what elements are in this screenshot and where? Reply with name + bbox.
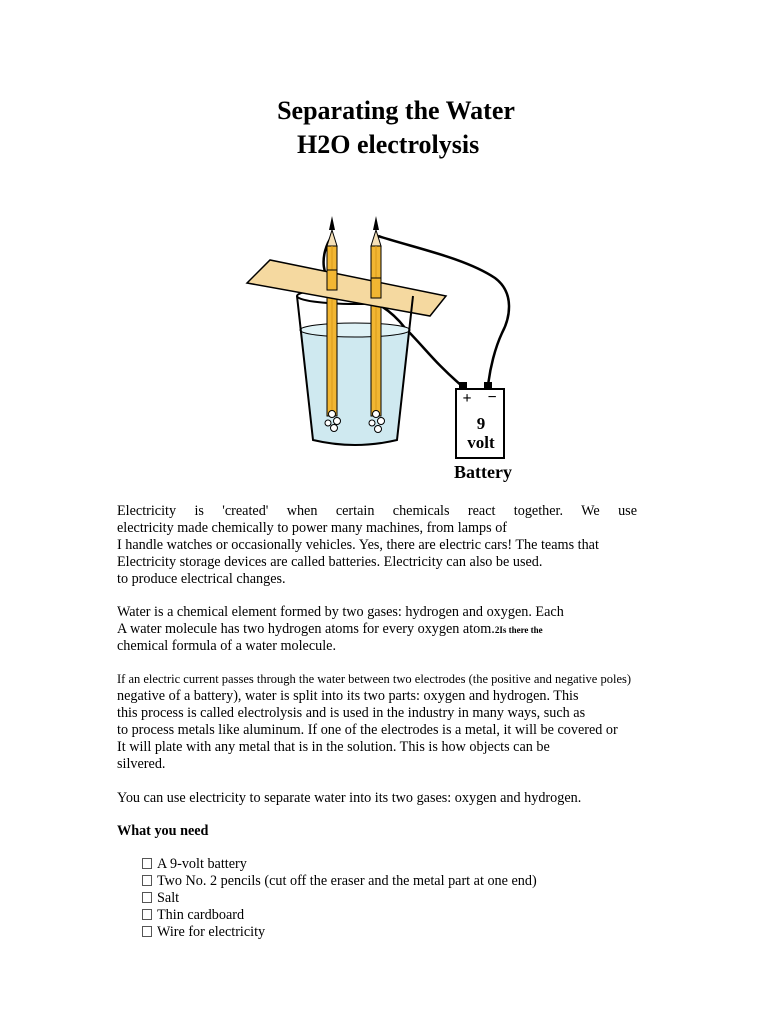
list-item-label: A 9-volt battery — [157, 856, 247, 872]
battery-unit: volt — [467, 433, 495, 452]
text-line: Electricity is 'created' when certain chemicals react together. We use — [117, 503, 637, 519]
text-line-small: 2Is there the — [494, 625, 543, 635]
document-title: Separating the Water — [277, 96, 515, 125]
battery-voltage: 9 — [476, 414, 486, 433]
water — [300, 330, 410, 445]
pencil-right — [371, 216, 381, 416]
text-line: I handle watches or occasionally vehicles. Yes, there are electric cars! The teams that — [117, 537, 599, 553]
electrolysis-illustration — [240, 208, 530, 488]
list-item-label: Two No. 2 pencils (cut off the eraser and the metal part at one end) — [157, 873, 537, 889]
list-item — [142, 907, 537, 924]
list-item-label: Wire for electricity — [157, 924, 266, 940]
what-you-need-heading: What you need — [117, 823, 209, 839]
text-line: If an electric current passes through the water between two electrodes (the positive and negative poles) — [117, 672, 632, 686]
text-line-main: A water molecule has two hydrogen atoms for every oxygen atom. — [117, 621, 495, 637]
list-item — [142, 924, 537, 941]
battery-terminal-positive — [459, 382, 467, 389]
text-line: It will plate with any metal that is in the solution. This is how objects can be — [117, 739, 550, 755]
paragraph-separate — [117, 790, 637, 807]
text-line: You can use electricity to separate water into its two gases: oxygen and hydrogen. — [117, 790, 582, 806]
checkbox-bullet-icon — [142, 892, 152, 903]
text-line: this process is called electrolysis and is used in the industry in many ways, such as — [117, 705, 586, 721]
cardboard — [247, 260, 446, 316]
checkbox-bullet-icon — [142, 926, 152, 937]
list-item — [142, 873, 537, 890]
checkbox-bullet-icon — [142, 858, 152, 869]
battery-terminal-negative — [484, 382, 492, 389]
text-line: electricity made chemically to power many machines, from lamps of — [117, 520, 508, 536]
text-line: negative of a battery), water is split into its two parts: oxygen and hydrogen. This — [117, 688, 579, 704]
text-line: to process metals like aluminum. If one of the electrodes is a metal, it will be covered or — [117, 722, 618, 738]
battery-plus-sign: + — [462, 390, 472, 407]
paragraph-electrolysis — [117, 671, 637, 773]
materials-list — [142, 856, 537, 941]
text-line: Electricity storage devices are called batteries. Electricity can also be used. — [117, 554, 543, 570]
text-line: chemical formula of a water molecule. — [117, 638, 337, 654]
paragraph-electricity — [117, 503, 637, 588]
water-surface — [300, 323, 410, 337]
text-line: to produce electrical changes. — [117, 571, 286, 587]
list-item-label: Salt — [157, 890, 180, 906]
text-line: silvered. — [117, 756, 166, 772]
paragraph-water — [117, 604, 637, 655]
battery-minus-sign: − — [487, 389, 497, 406]
list-item — [142, 890, 537, 907]
list-item — [142, 856, 537, 873]
checkbox-bullet-icon — [142, 909, 152, 920]
text-line: Water is a chemical element formed by two gases: hydrogen and oxygen. Each — [117, 604, 564, 620]
checkbox-bullet-icon — [142, 875, 152, 886]
list-item-label: Thin cardboard — [157, 907, 245, 923]
pencil-left — [327, 216, 337, 416]
text-line — [117, 621, 637, 638]
battery-caption: Battery — [454, 462, 512, 482]
document-subtitle-text: H2O electrolysis — [297, 130, 480, 159]
